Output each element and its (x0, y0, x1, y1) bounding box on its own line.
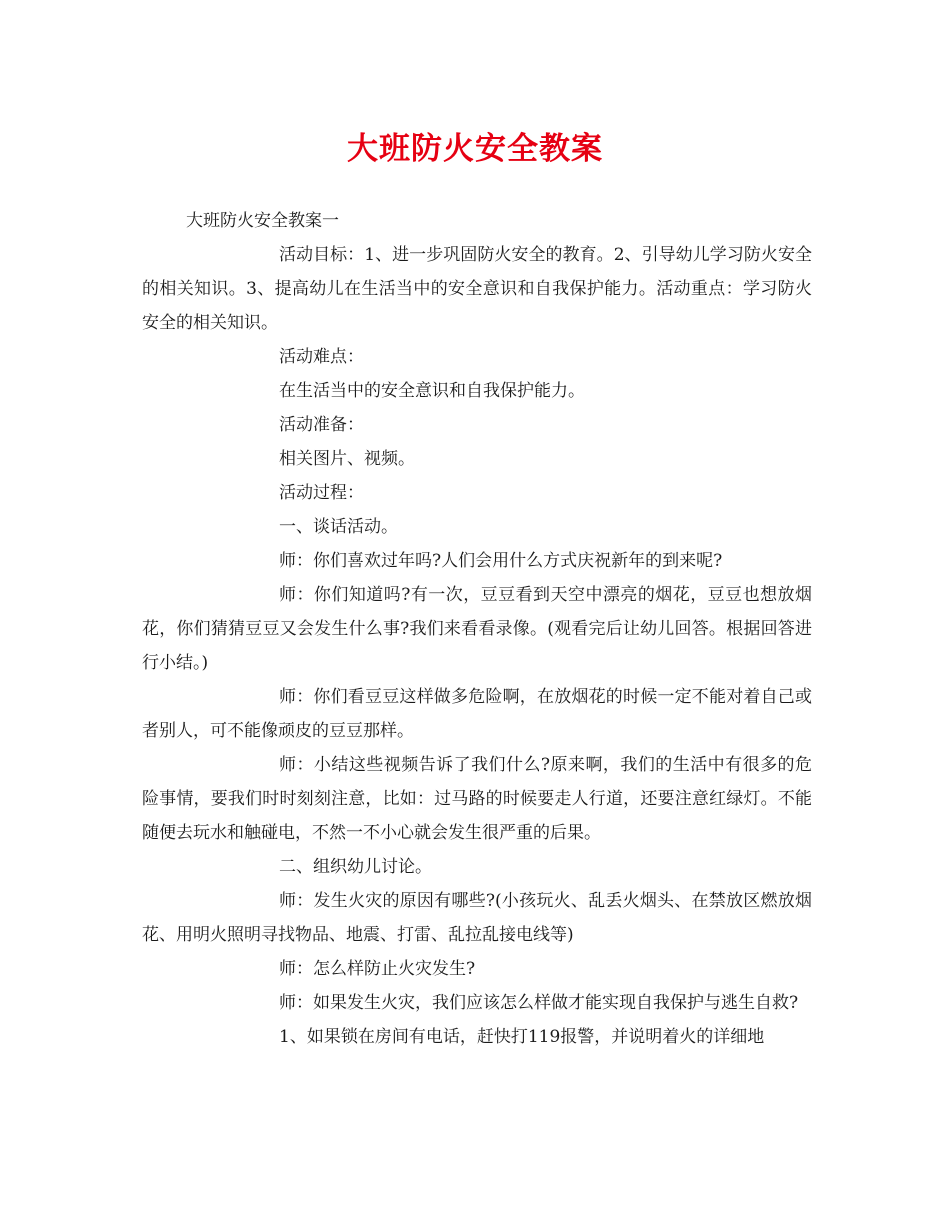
document-title: 大班防火安全教案 (347, 131, 603, 167)
paragraph-teacher-1: 师：你们喜欢过年吗?人们会用什么方式庆祝新年的到来呢? (279, 551, 723, 571)
paragraph-item-1: 1、如果锁在房间有电话，赶快打119报警，并说明着火的详细地 (279, 1027, 765, 1047)
paragraph-teacher-7: 师：如果发生火灾，我们应该怎么样做才能实现自我保护与逃生自救? (279, 993, 799, 1013)
paragraph-teacher-5: 师：发生火灾的原因有哪些?(小孩玩火、乱丢火烟头、在禁放区燃放烟花、用明火照明寻找物品、地震、打雷、乱拉乱接电线等) (142, 891, 812, 945)
paragraph-preparation: 相关图片、视频。 (279, 449, 415, 469)
paragraph-teacher-2: 师：你们知道吗?有一次，豆豆看到天空中漂亮的烟花，豆豆也想放烟花，你们猜猜豆豆又会发生什么事?我们来看看录像。(观看完后让幼儿回答。根据回答进行小结。) (142, 585, 812, 673)
paragraph-difficulty: 在生活当中的安全意识和自我保护能力。 (279, 381, 585, 401)
paragraph-preparation-label: 活动准备： (279, 415, 364, 435)
paragraph-teacher-3: 师：你们看豆豆这样做多危险啊，在放烟花的时候一定不能对着自己或者别人，可不能像顽皮的豆豆那样。 (142, 687, 812, 741)
paragraph-teacher-6: 师：怎么样防止火灾发生? (279, 959, 476, 979)
paragraph-difficulty-label: 活动难点： (279, 347, 364, 367)
paragraph-objectives: 活动目标：1、进一步巩固防火安全的教育。2、引导幼儿学习防火安全的相关知识。3、提高幼儿在生活当中的安全意识和自我保护能力。活动重点：学习防火安全的相关知识。 (142, 245, 812, 333)
paragraph-teacher-4: 师：小结这些视频告诉了我们什么?原来啊，我们的生活中有很多的危险事情，要我们时时刻刻注意，比如：过马路的时候要走人行道，还要注意红绿灯。不能随便去玩水和触碰电，不然一不小心就会发生很严重的后果。 (142, 755, 812, 843)
paragraph-step-one: 一、谈话活动。 (279, 517, 398, 537)
section-heading: 大班防火安全教案一 (186, 211, 339, 231)
paragraph-step-two: 二、组织幼儿讨论。 (279, 857, 432, 877)
document-body (142, 204, 812, 1054)
paragraph-process-label: 活动过程： (279, 483, 364, 503)
